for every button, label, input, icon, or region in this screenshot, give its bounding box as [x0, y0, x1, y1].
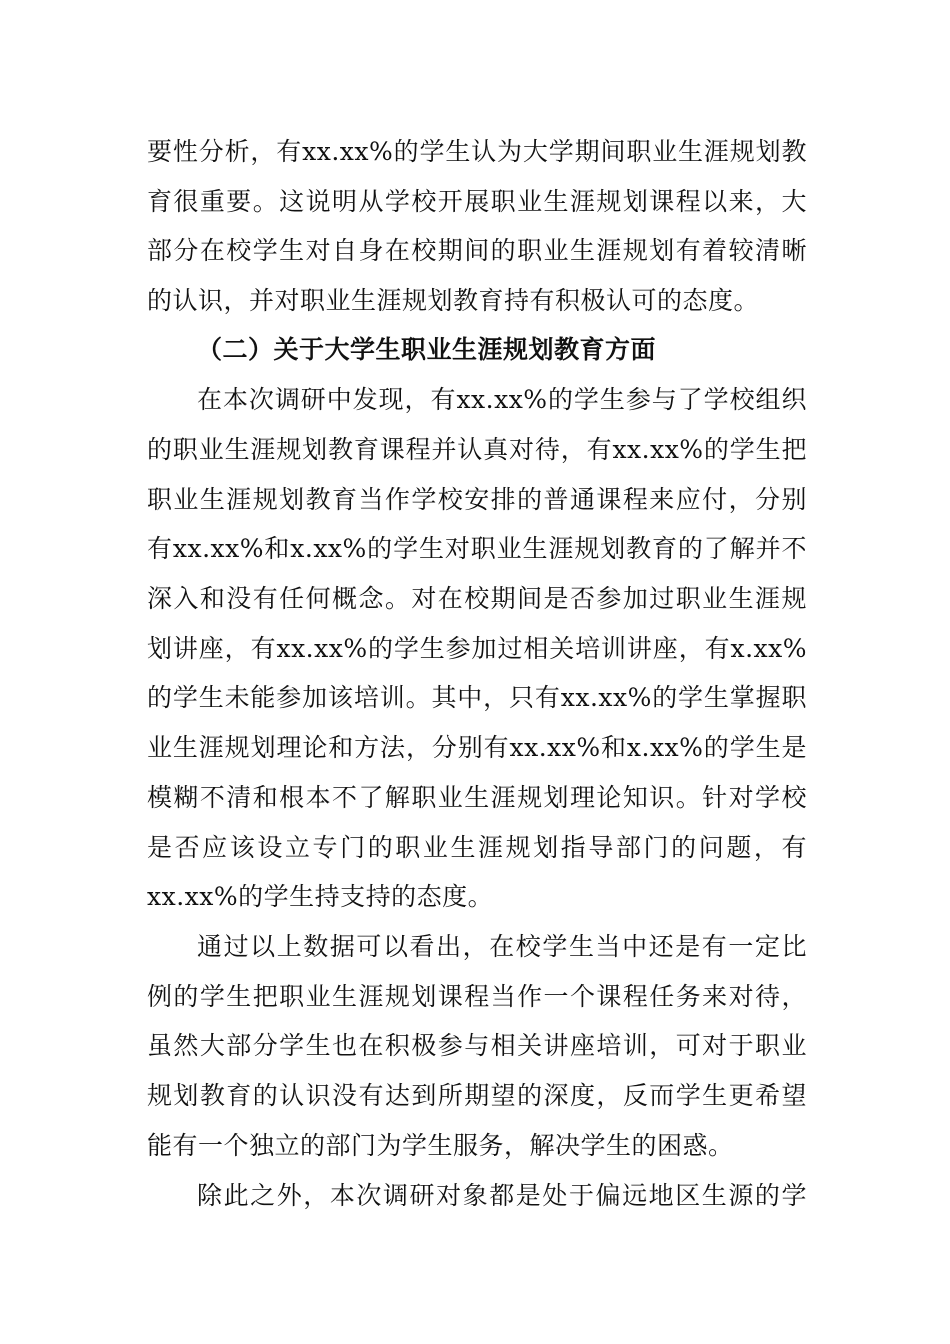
paragraph-line: 除此之外，本次调研对象都是处于偏远地区生源的学 — [197, 1181, 807, 1210]
paragraph-line: 业生涯规划理论和方法，分别有xx.xx%和x.xx%的学生是 — [147, 733, 807, 762]
paragraph-line: 职业生涯规划教育当作学校安排的普通课程来应付，分别 — [147, 485, 807, 514]
paragraph-line: 的认识，并对职业生涯规划教育持有积极认可的态度。 — [147, 286, 760, 315]
paragraph-line: 的职业生涯规划教育课程并认真对待，有xx.xx%的学生把 — [147, 435, 807, 464]
paragraph-line: 深入和没有任何概念。对在校期间是否参加过职业生涯规 — [147, 584, 807, 613]
paragraph-line: 划讲座，有xx.xx%的学生参加过相关培训讲座，有x.xx% — [147, 634, 807, 663]
paragraph-line: 通过以上数据可以看出，在校学生当中还是有一定比 — [197, 932, 807, 961]
paragraph-line: 部分在校学生对自身在校期间的职业生涯规划有着较清晰 — [147, 236, 807, 265]
paragraph-line: 育很重要。这说明从学校开展职业生涯规划课程以来，大 — [147, 187, 807, 216]
paragraph-line: 要性分析，有xx.xx%的学生认为大学期间职业生涯规划教 — [147, 137, 807, 166]
paragraph-line: 是否应该设立专门的职业生涯规划指导部门的问题，有 — [147, 833, 807, 862]
paragraph-line: 例的学生把职业生涯规划课程当作一个课程任务来对待， — [147, 982, 807, 1011]
paragraph-line: 在本次调研中发现，有xx.xx%的学生参与了学校组织 — [197, 385, 807, 414]
paragraph-line: 规划教育的认识没有达到所期望的深度，反而学生更希望 — [147, 1081, 807, 1110]
paragraph-line: 能有一个独立的部门为学生服务，解决学生的困惑。 — [147, 1131, 734, 1160]
section-heading: （二）关于大学生职业生涯规划教育方面 — [197, 335, 657, 364]
paragraph-line: 的学生未能参加该培训。其中，只有xx.xx%的学生掌握职 — [147, 683, 807, 712]
paragraph-line: 虽然大部分学生也在积极参与相关讲座培训，可对于职业 — [147, 1031, 807, 1060]
paragraph-line: 模糊不清和根本不了解职业生涯规划理论知识。针对学校 — [147, 783, 807, 812]
paragraph-line: 有xx.xx%和x.xx%的学生对职业生涯规划教育的了解并不 — [147, 534, 807, 563]
paragraph-line: xx.xx%的学生持支持的态度。 — [147, 882, 494, 911]
